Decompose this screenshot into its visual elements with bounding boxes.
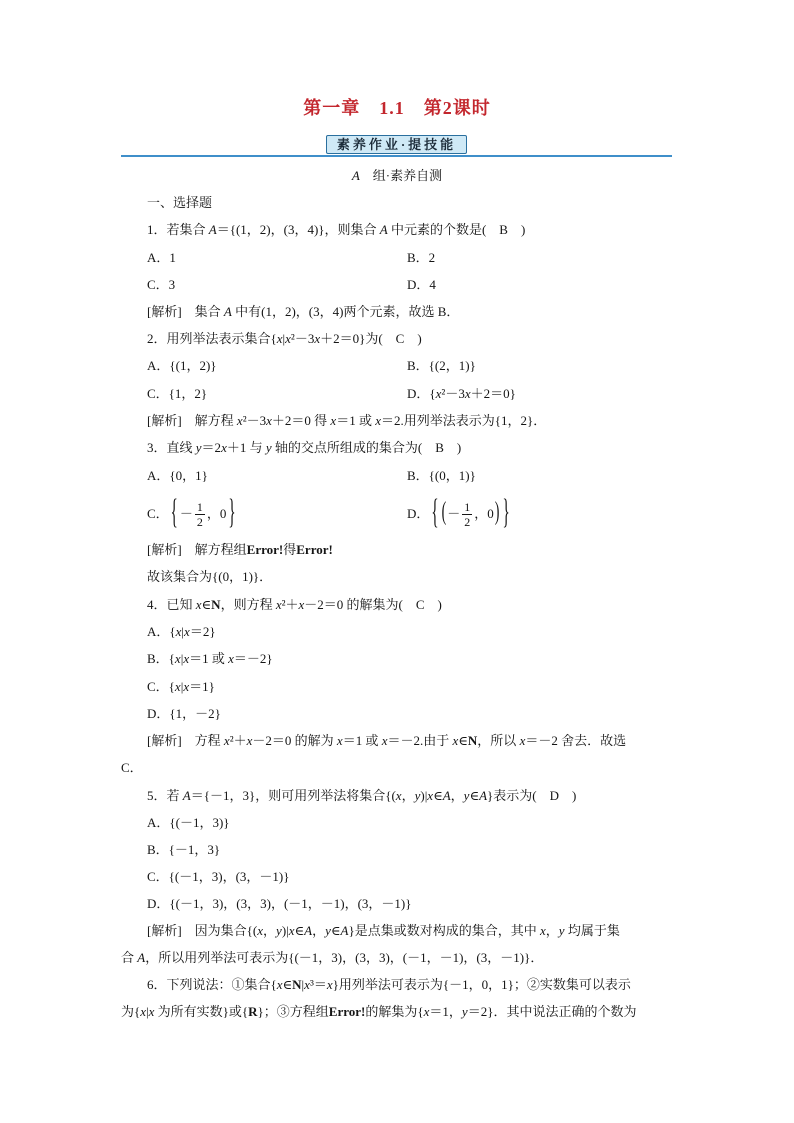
question-3-stem: 3．直线 y＝2x＋1 与 y 轴的交点所组成的集合为( B ) <box>147 440 462 455</box>
math-variable: x <box>174 679 181 694</box>
right-paren: ) <box>494 498 500 528</box>
question-4-analysis: [解析] 方程 x²＋x－2＝0 的解为 x＝1 或 x＝－2.由于 x∈N，所以 x＝－2 舍去．故选 <box>147 733 627 748</box>
math-variable: x <box>288 923 295 938</box>
error-placeholder: Error! <box>296 542 333 557</box>
math-variable: x <box>427 788 434 803</box>
math-variable: x <box>336 733 343 748</box>
math-variable: x <box>519 733 526 748</box>
math-variable: x <box>285 331 291 346</box>
math-variable: x <box>539 923 546 938</box>
math-variable: A <box>137 950 146 965</box>
error-placeholder: Error! <box>328 1004 366 1019</box>
math-variable: y <box>558 923 565 938</box>
left-brace: { <box>170 495 178 533</box>
math-variable: A <box>208 222 217 237</box>
question-1-analysis: [解析] 集合 A 中有(1，2)，(3，4)两个元素，故选 B． <box>147 304 460 319</box>
math-variable: x <box>195 597 202 612</box>
question-2-analysis: [解析] 解方程 x²－3x＋2＝0 得 x＝1 或 x＝2.用列举法表示为{1，2}． <box>147 413 547 428</box>
question-5-option-c: C．{(－1，3)，(3，－1)} <box>147 869 290 884</box>
math-variable: A <box>223 304 232 319</box>
question-6-stem: 6．下列说法：①集合{x∈N|x³＝x}用列举法可表示为{－1，0，1}；②实数集可以表示 <box>147 977 631 992</box>
math-variable: x <box>148 1004 155 1019</box>
math-variable: y <box>325 923 331 938</box>
math-variable: x <box>140 1004 147 1019</box>
right-brace: } <box>502 495 510 533</box>
math-variable: y <box>276 923 282 938</box>
question-1-option-a: A．1 <box>147 250 176 265</box>
fraction-denominator: 2 <box>464 514 471 529</box>
math-variable: x <box>184 624 190 639</box>
math-variable: x <box>435 386 442 401</box>
math-variable: A <box>182 788 191 803</box>
math-variable: x <box>175 624 182 639</box>
fraction-numerator: 1 <box>464 499 471 514</box>
question-2-option-b: B．{(2，1)} <box>407 358 476 373</box>
number-set-symbol: N <box>292 977 302 992</box>
math-variable: y <box>463 788 470 803</box>
fraction <box>195 500 205 529</box>
fraction-rest: ，0 <box>206 506 227 521</box>
math-variable: x <box>266 413 272 428</box>
math-variable: x <box>452 733 459 748</box>
number-set-symbol: N <box>211 597 221 612</box>
math-variable: x <box>223 733 230 748</box>
question-3-option-c <box>147 494 238 534</box>
question-5-option-d: D．{(－1，3)，(3，3)，(－1，－1)，(3，－1)} <box>147 896 412 911</box>
question-4-analysis-continued: C． <box>121 760 143 775</box>
math-variable: x <box>275 597 282 612</box>
left-paren: ( <box>441 498 447 528</box>
question-1-option-c: C．3 <box>147 277 176 292</box>
question-5-stem: 5．若 A＝{－1，3}，则可用列举法将集合{(x，y)|x∈A，y∈A}表示为( D ) <box>147 788 577 803</box>
question-1-option-b: B．2 <box>407 250 436 265</box>
math-variable: x <box>326 977 333 992</box>
number-set-symbol: N <box>467 733 478 748</box>
question-4-option-a: A．{x|x＝2} <box>147 624 216 639</box>
question-2-option-d: D．{x²－3x＋2＝0} <box>407 386 516 401</box>
question-4-option-d: D．{1，－2} <box>147 706 221 721</box>
math-variable: x <box>423 1004 430 1019</box>
math-variable: x <box>298 597 305 612</box>
question-2-stem: 2．用列举法表示集合{x|x²－3x＋2＝0}为( C ) <box>147 331 422 346</box>
math-variable: x <box>381 733 388 748</box>
minus-sign: － <box>179 506 193 521</box>
math-variable: y <box>195 440 202 455</box>
math-variable: A <box>304 923 313 938</box>
math-variable: y <box>265 440 272 455</box>
math-variable: x <box>314 331 321 346</box>
fraction-denominator: 2 <box>196 514 203 529</box>
question-3-option-a: A．{0，1} <box>147 468 208 483</box>
question-5-option-b: B．{－1，3} <box>147 842 221 857</box>
header-rule <box>121 155 672 157</box>
fraction-rest: ，0 <box>474 506 494 521</box>
math-variable: x <box>395 788 402 803</box>
math-variable: A <box>442 788 451 803</box>
section-banner: 素养作业·提技能 <box>326 135 467 154</box>
question-1-option-d: D．4 <box>407 277 436 292</box>
math-variable: y <box>461 1004 468 1019</box>
section-title: 一、选择题 <box>147 195 213 210</box>
number-set-symbol: R <box>248 1004 258 1019</box>
math-variable: x <box>276 977 283 992</box>
question-5-analysis: [解析] 因为集合{(x，y)|x∈A，y∈A}是点集或数对构成的集合，其中 x，y 均属于集 <box>147 923 620 938</box>
question-3-option-d <box>407 494 512 534</box>
math-variable: x <box>236 413 243 428</box>
right-brace: } <box>228 495 236 533</box>
question-1-stem: 1．若集合 A＝{(1，2)，(3，4)}，则集合 A 中元素的个数是( B ) <box>147 222 526 237</box>
error-placeholder: Error! <box>246 542 284 557</box>
math-variable: x <box>183 651 190 666</box>
question-5-option-a: A．{(－1，3)} <box>147 815 230 830</box>
question-4-option-b: B．{x|x＝1 或 x＝－2} <box>147 651 273 666</box>
math-variable: x <box>276 331 283 346</box>
math-variable: A <box>379 222 388 237</box>
question-5-analysis-continued: 合 A，所以用列举法可表示为{(－1，3)，(3，3)，(－1，－1)，(3，－1)}． <box>121 950 544 965</box>
option-label: C． <box>147 506 169 521</box>
question-2-option-a: A．{(1，2)} <box>147 358 217 373</box>
math-variable: A <box>340 923 349 938</box>
question-6-stem-continued: 为{x|x 为所有实数}或{R}；③方程组Error!的解集为{x＝1，y＝2}．其中说法正确的个数为 <box>121 1004 637 1019</box>
minus-sign: － <box>447 506 461 521</box>
question-4-option-c: C．{x|x＝1} <box>147 679 215 694</box>
math-variable: x <box>330 413 337 428</box>
fraction-numerator: 1 <box>196 499 203 514</box>
question-3-option-b: B．{(0，1)} <box>407 468 476 483</box>
math-variable: x <box>221 440 227 455</box>
math-variable: A <box>479 788 488 803</box>
math-variable: x <box>375 413 381 428</box>
math-variable: x <box>246 733 253 748</box>
math-variable: x <box>257 923 264 938</box>
left-brace: { <box>431 495 439 533</box>
question-3-analysis-conclusion: 故该集合为{(0，1)}． <box>147 569 273 584</box>
math-variable: x <box>183 679 190 694</box>
fraction <box>462 500 472 529</box>
math-variable: x <box>174 651 181 666</box>
math-variable: y <box>414 788 421 803</box>
math-variable: A <box>351 168 360 183</box>
math-variable: x <box>464 386 471 401</box>
math-variable: x <box>304 977 310 992</box>
math-variable: x <box>228 651 234 666</box>
question-4-stem: 4．已知 x∈N，则方程 x²＋x－2＝0 的解集为( C ) <box>147 597 442 612</box>
group-title: A 组·素养自测 <box>351 168 443 183</box>
question-3-analysis: [解析] 解方程组Error!得Error! <box>147 542 333 557</box>
question-2-option-c: C．{1，2} <box>147 386 208 401</box>
option-label: D． <box>407 506 430 521</box>
page-title: 第一章 1.1 第2课时 <box>303 98 491 118</box>
